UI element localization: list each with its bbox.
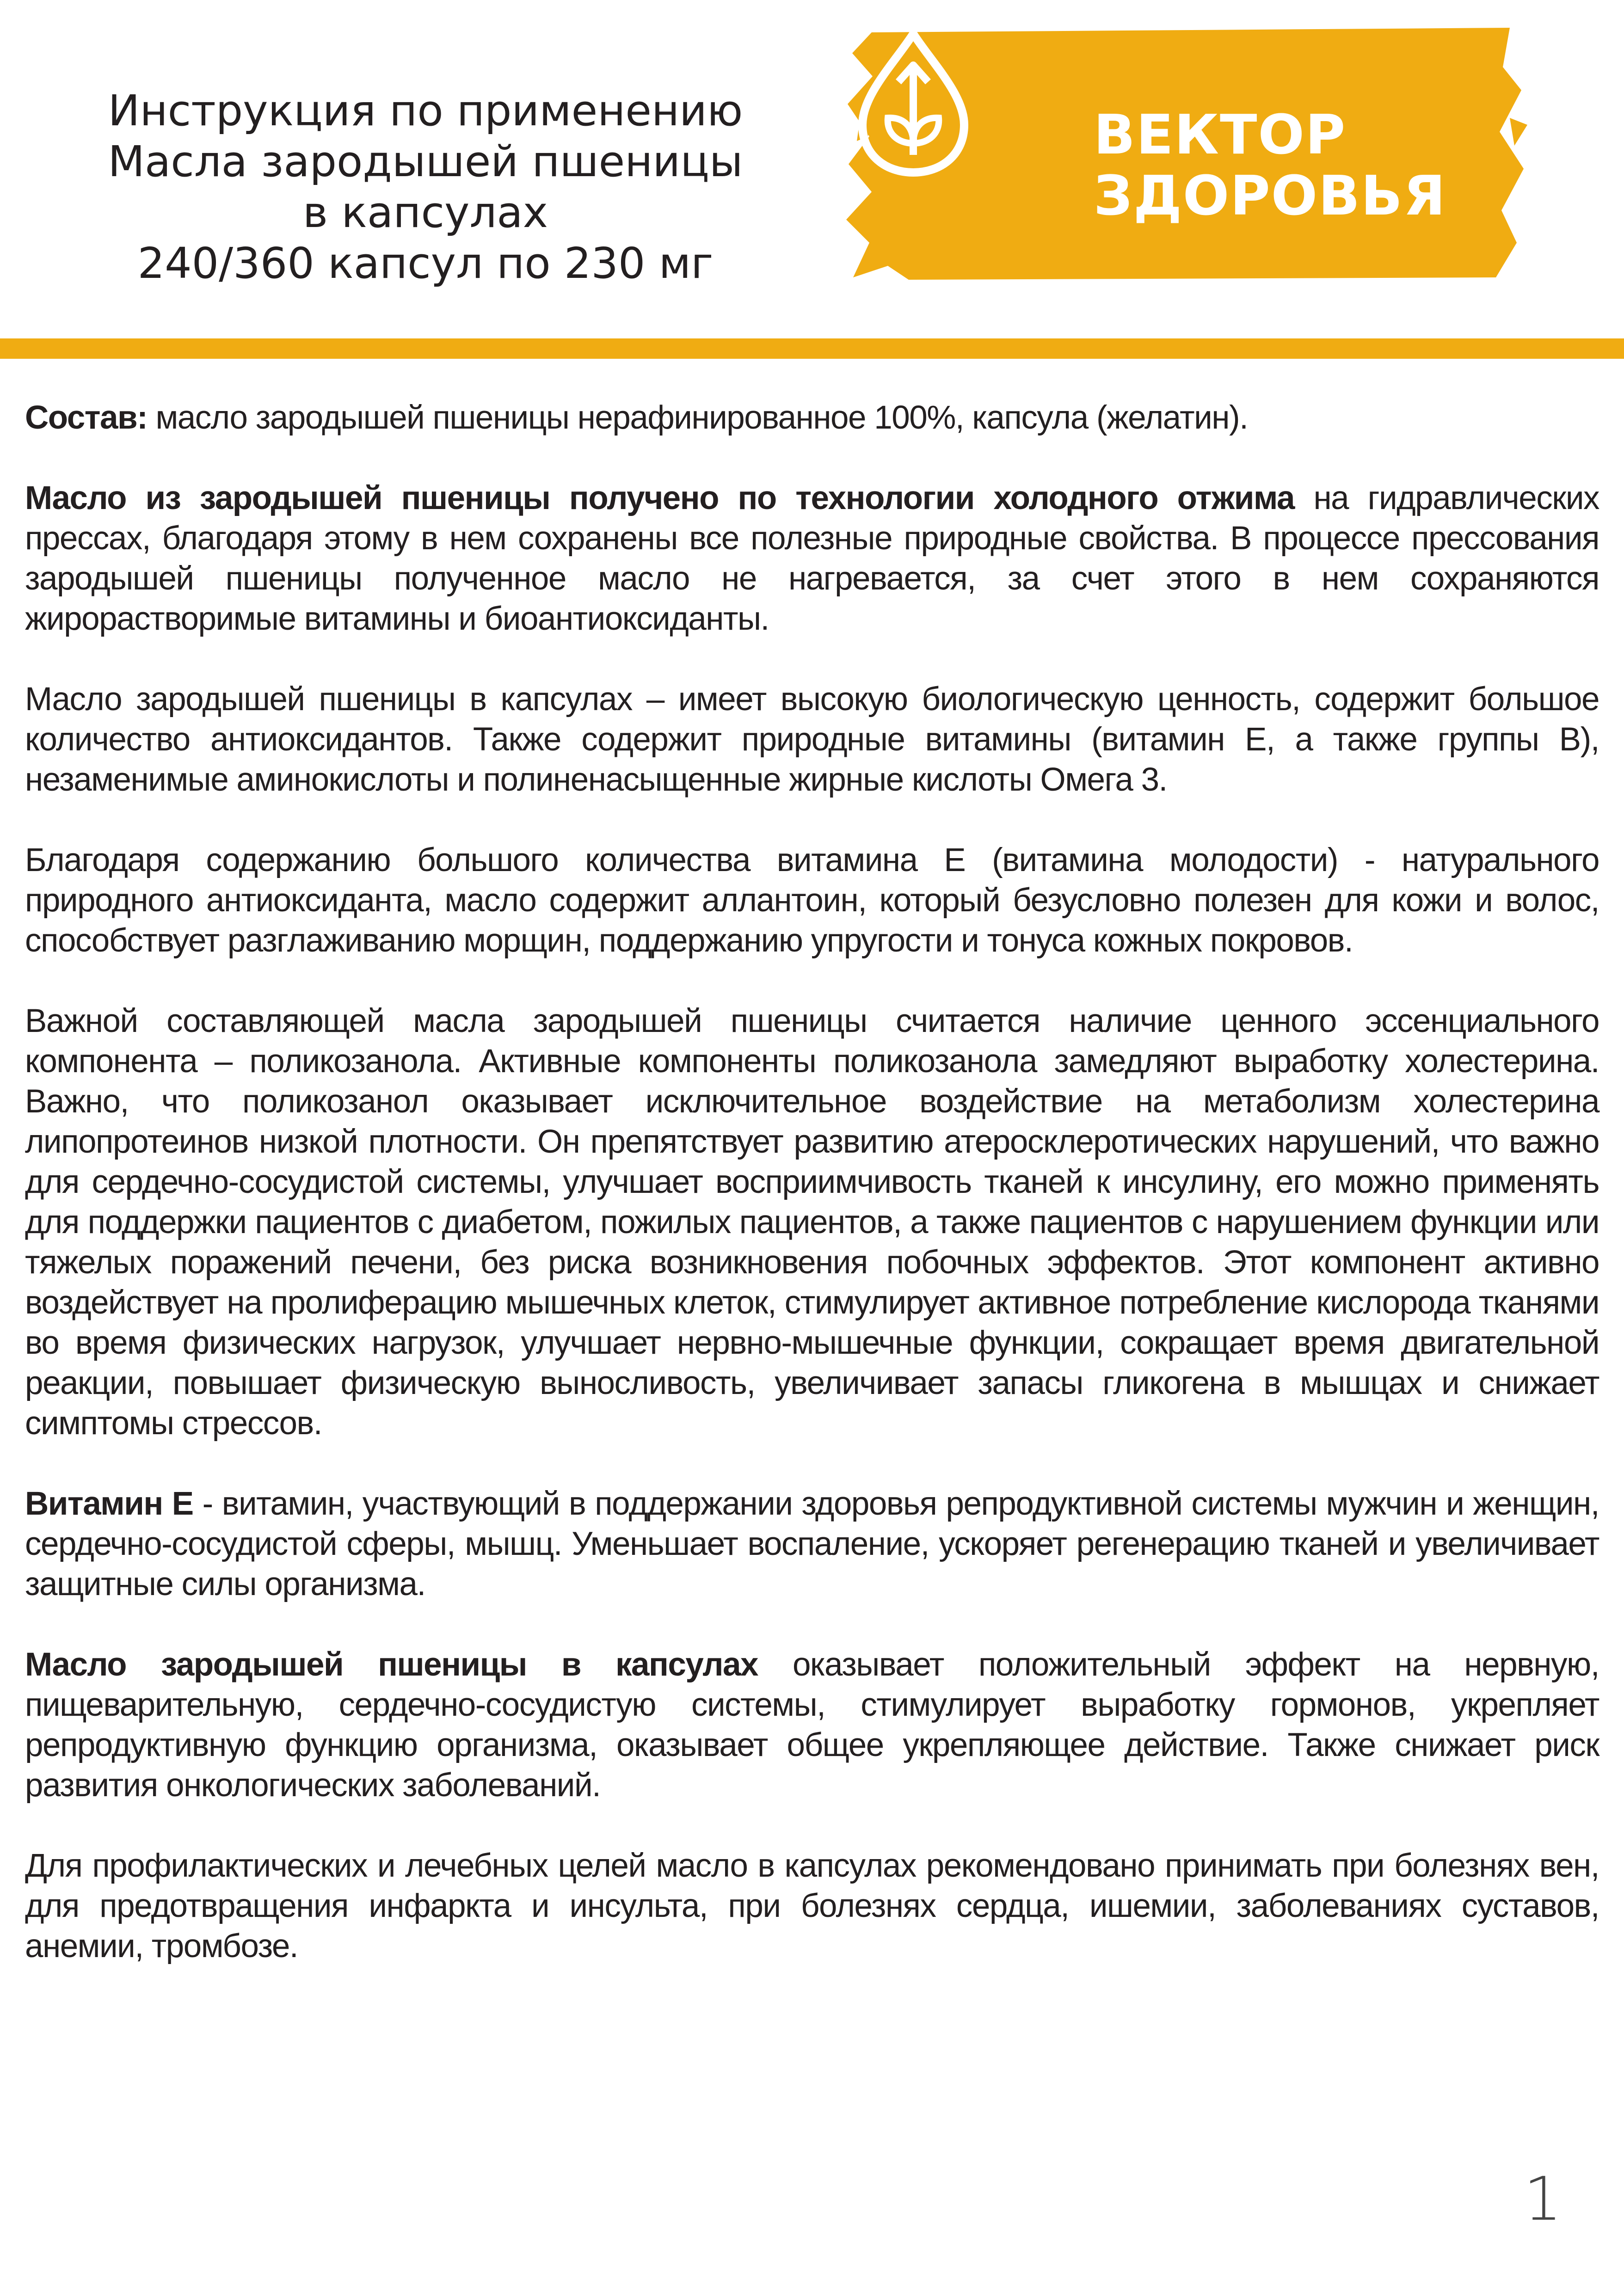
paragraph-vitamin-e [25, 1484, 1599, 1604]
cold-press-heading: Масло из зародышей пшеницы получено по технологии холодного отжима [25, 480, 1294, 516]
instruction-body [25, 398, 1599, 2007]
composition-text: масло зародышей пшеницы нерафинированное 100%, капсула (желатин). [147, 399, 1248, 436]
title-line-2: Масла зародышей пшеницы [108, 137, 743, 186]
brand-line-1: ВЕКТОР [1094, 103, 1347, 166]
paragraph-policosanol: Важной составляющей масла зародышей пшеницы считается наличие ценного эссенциального компонента – поликозанола. Активные компоненты поликозанола замедляют выработку холестерина. Важно, что поликозанол оказывает исключительное воздействие на метаболизм холестерина липопротеинов низкой плотности. Он препятствует развитию атеросклеротических нарушений, что важно для сердечно-сосудистой системы, улучшает восприимчивость тканей к инсулину, его можно применять для поддержки пациентов с диабетом, пожилых пациентов, а также пациентов с нарушением функции или тяжелых поражений печени, без риска возникновения побочных эффектов. Этот компонент активно воздействует на пролиферацию мышечных клеток, стимулирует активное потребление кислорода тканями во время физических нагрузок, улучшает нервно-мышечные функции, сокращает время двигательной реакции, повышает физическую выносливость, увеличивает запасы гликогена в мышцах и снижает симптомы стрессов. [25, 1003, 1599, 1442]
brand-name [1094, 104, 1446, 226]
title-line-4: 240/360 капсул по 230 мг [137, 239, 714, 288]
document-title [65, 86, 786, 289]
paragraph-indications: Для профилактических и лечебных целей масло в капсулах рекомендовано принимать при болезнях вен, для предотвращения инфаркта и инсульта, при болезнях сердца, ишемии, заболеваниях суставов, анемии, тромбозе. [25, 1848, 1599, 1964]
title-line-3: в капсулах [302, 188, 548, 237]
paragraph-effects [25, 1645, 1599, 1805]
page-number: 1 [1524, 2164, 1562, 2234]
paragraph-composition [25, 398, 1599, 438]
paragraph-vitamin-e-content: Благодаря содержанию большого количества витамина Е (витамина молодости) - натурального природного антиоксиданта, масло содержит аллантоин, который безусловно полезен для кожи и волос, способствует разглаживанию морщин, поддержанию упругости и тонуса кожных покровов. [25, 842, 1599, 959]
cold-press-text: на гидравлических прессах, благодаря этому в нем сохранены все полезные природные свойства. В процессе прессования зародышей пшеницы полученное масло не нагревается, за счет этого в нем сохраняются жирорастворимые витамины и биоантиоксиданты. [25, 480, 1599, 637]
brand-line-2: ЗДОРОВЬЯ [1094, 164, 1446, 227]
paragraph-cold-press [25, 478, 1599, 639]
drop-sprout-arrow-icon [844, 25, 983, 178]
effects-heading: Масло зародышей пшеницы в капсулах [25, 1646, 758, 1683]
header [0, 0, 1624, 338]
composition-label: Состав: [25, 399, 148, 436]
accent-divider [0, 338, 1624, 359]
brand-logo [844, 25, 1528, 284]
title-line-1: Инструкция по применению [108, 86, 743, 135]
vitamin-e-text: - витамин, участвующий в поддержании здоровья репродуктивной системы мужчин и женщин, сердечно-сосудистой сферы, мышц. Уменьшает воспаление, ускоряет регенерацию тканей и увеличивает защитные силы организма. [25, 1486, 1599, 1602]
paragraph-value: Масло зародышей пшеницы в капсулах – имеет высокую биологическую ценность, содержит большое количество антиоксидантов. Также содержит природные витамины (витамин Е, а также группы В), незаменимые аминокислоты и полиненасыщенные жирные кислоты Омега 3. [25, 681, 1599, 798]
effects-text: оказывает положительный эффект на нервную, пищеварительную, сердечно-сосудистую системы, стимулирует выработку гормонов, укрепляет репродуктивную функцию организма, оказывает общее укрепляющее действие. Также снижает риск развития онкологических заболеваний. [25, 1646, 1599, 1804]
vitamin-e-heading: Витамин Е [25, 1486, 193, 1522]
